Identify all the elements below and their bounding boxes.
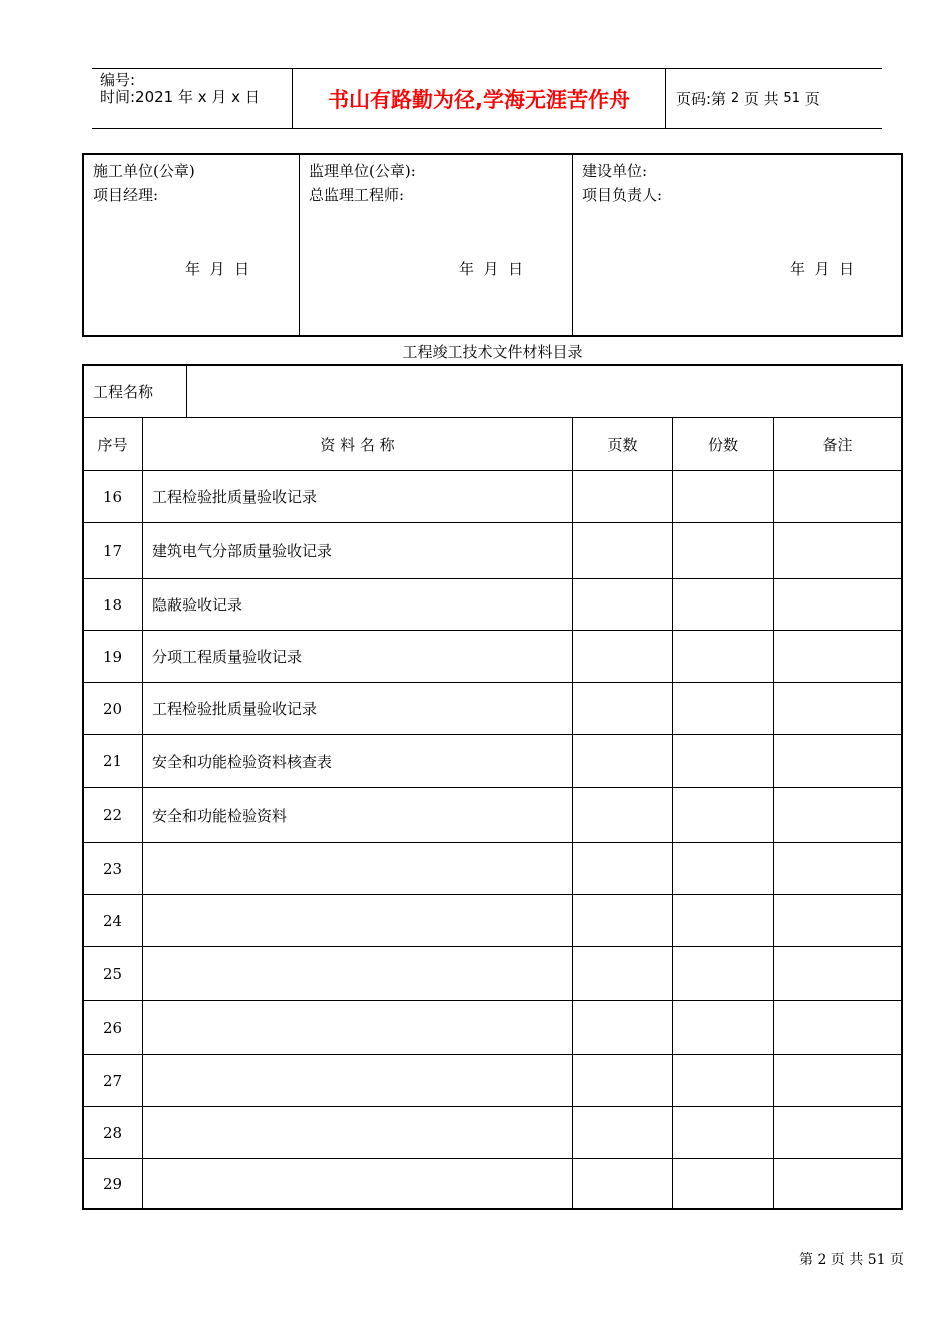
table-cell-no: 22 [102, 806, 123, 824]
project-manager-label: 项目经理: [93, 186, 159, 204]
table-cell-name[interactable]: 工程检验批质量验收记录 [152, 488, 318, 506]
table-cell-remark[interactable] [774, 523, 901, 578]
table-cell-pages[interactable] [573, 788, 672, 842]
footer-mid: 页 共 [826, 1252, 868, 1268]
signature-cell-supervisor [299, 155, 572, 335]
project-name-value[interactable] [187, 366, 901, 417]
table-cell-remark[interactable] [774, 895, 901, 946]
contractor-unit-label: 施工单位(公章) [93, 162, 195, 180]
page-number: 2 [730, 91, 740, 106]
table-cell-no: 24 [102, 911, 123, 930]
table-cell-pages[interactable] [573, 1055, 672, 1106]
table-cell-name[interactable] [143, 1159, 572, 1208]
table-cell-copies[interactable] [673, 1107, 773, 1158]
table-cell-no: 17 [102, 541, 123, 560]
table-cell-name[interactable] [143, 947, 572, 1000]
table-cell-copies[interactable] [673, 1055, 773, 1106]
table-cell-pages[interactable] [573, 895, 672, 946]
table-cell-pages[interactable] [573, 947, 672, 1000]
table-cell-copies[interactable] [673, 579, 773, 630]
table-cell-name[interactable]: 工程检验批质量验收记录 [152, 700, 318, 718]
column-header-no: 序号 [97, 435, 128, 454]
table-cell-no: 27 [102, 1071, 123, 1090]
table-cell-name[interactable] [143, 1107, 572, 1158]
column-header-remark: 备注 [822, 435, 853, 454]
table-cell-pages[interactable] [573, 683, 672, 734]
footer-prefix: 第 [798, 1252, 818, 1268]
supervisor-unit-label: 监理单位(公章): [309, 162, 416, 180]
table-cell-pages[interactable] [573, 579, 672, 630]
signature-table [82, 153, 903, 337]
table-cell-remark[interactable] [774, 1159, 901, 1208]
table-cell-copies[interactable] [673, 631, 773, 682]
owner-unit-label: 建设单位: [582, 162, 648, 180]
table-cell-no: 18 [102, 595, 123, 614]
table-cell-pages[interactable] [573, 1159, 672, 1208]
table-cell-remark[interactable] [774, 1055, 901, 1106]
table-cell-name[interactable] [143, 843, 572, 894]
page-mid: 页 共 [739, 90, 784, 108]
header-meta [100, 69, 292, 128]
table-cell-pages[interactable] [573, 631, 672, 682]
table-cell-remark[interactable] [774, 471, 901, 522]
table-cell-no: 29 [102, 1174, 123, 1193]
table-cell-name[interactable]: 建筑电气分部质量验收记录 [152, 542, 333, 560]
header-divider [665, 69, 666, 128]
table-cell-remark[interactable] [774, 1107, 901, 1158]
table-cell-pages[interactable] [573, 1107, 672, 1158]
table-cell-no: 28 [102, 1123, 123, 1142]
table-cell-no: 16 [102, 487, 123, 506]
table-cell-no: 26 [102, 1018, 123, 1037]
table-cell-copies[interactable] [673, 1001, 773, 1054]
column-header-copies: 份数 [707, 435, 738, 454]
table-cell-name[interactable]: 安全和功能检验资料核查表 [152, 752, 333, 771]
owner-date: 年 月 日 [790, 260, 855, 278]
table-cell-name[interactable] [143, 1001, 572, 1054]
table-cell-copies[interactable] [673, 843, 773, 894]
table-cell-remark[interactable] [774, 1001, 901, 1054]
header-page-indicator [676, 69, 820, 128]
table-cell-pages[interactable] [573, 471, 672, 522]
document-number-label: 编号: [100, 71, 136, 89]
signature-cell-owner [572, 155, 901, 335]
footer-page-number: 2 [817, 1252, 827, 1268]
table-cell-no: 20 [102, 699, 123, 718]
table-cell-remark[interactable] [774, 579, 901, 630]
table-cell-copies[interactable] [673, 735, 773, 787]
table-cell-name[interactable]: 隐蔽验收记录 [152, 596, 243, 614]
contractor-date: 年 月 日 [185, 260, 250, 278]
page-footer [799, 1249, 904, 1269]
footer-suffix: 页 [885, 1252, 904, 1268]
table-cell-remark[interactable] [774, 843, 901, 894]
table-cell-remark[interactable] [774, 788, 901, 842]
table-cell-copies[interactable] [673, 683, 773, 734]
table-cell-copies[interactable] [673, 523, 773, 578]
table-cell-no: 21 [102, 752, 123, 770]
table-cell-name[interactable] [143, 1055, 572, 1106]
project-name-label: 工程名称 [93, 383, 154, 401]
table-cell-remark[interactable] [774, 947, 901, 1000]
project-leader-label: 项目负责人: [582, 186, 663, 204]
table-cell-no: 19 [102, 647, 123, 666]
column-header-name: 资 料 名 称 [320, 435, 395, 454]
table-cell-pages[interactable] [573, 523, 672, 578]
header-motto: 书山有路勤为径,学海无涯苦作舟 [328, 87, 630, 112]
supervisor-date: 年 月 日 [459, 260, 524, 278]
table-cell-name[interactable]: 分项工程质量验收记录 [152, 648, 303, 666]
table-cell-pages[interactable] [573, 1001, 672, 1054]
table-cell-remark[interactable] [774, 631, 901, 682]
table-cell-copies[interactable] [673, 947, 773, 1000]
table-cell-copies[interactable] [673, 1159, 773, 1208]
table-cell-no: 23 [102, 859, 123, 878]
table-cell-name[interactable]: 安全和功能检验资料 [152, 806, 288, 825]
catalog-title: 工程竣工技术文件材料目录 [402, 343, 583, 361]
table-cell-remark[interactable] [774, 735, 901, 787]
page-total: 51 [783, 91, 800, 106]
column-header-pages: 页数 [607, 435, 638, 454]
chief-engineer-label: 总监理工程师: [309, 186, 405, 204]
catalog-table [82, 364, 903, 1210]
table-cell-name[interactable] [143, 895, 572, 946]
table-cell-pages[interactable] [573, 843, 672, 894]
table-cell-copies[interactable] [673, 471, 773, 522]
table-cell-remark[interactable] [774, 683, 901, 734]
page-header [92, 68, 882, 129]
page-suffix: 页 [799, 90, 820, 108]
signature-cell-contractor [84, 155, 299, 335]
table-cell-no: 25 [102, 964, 123, 983]
table-cell-copies[interactable] [673, 895, 773, 946]
table-cell-pages[interactable] [573, 735, 672, 787]
page-prefix: 页码:第 [676, 90, 731, 108]
table-cell-copies[interactable] [673, 788, 773, 842]
document-time-label: 时间:2021 年 x 月 x 日 [100, 88, 260, 106]
footer-page-total: 51 [867, 1252, 886, 1268]
